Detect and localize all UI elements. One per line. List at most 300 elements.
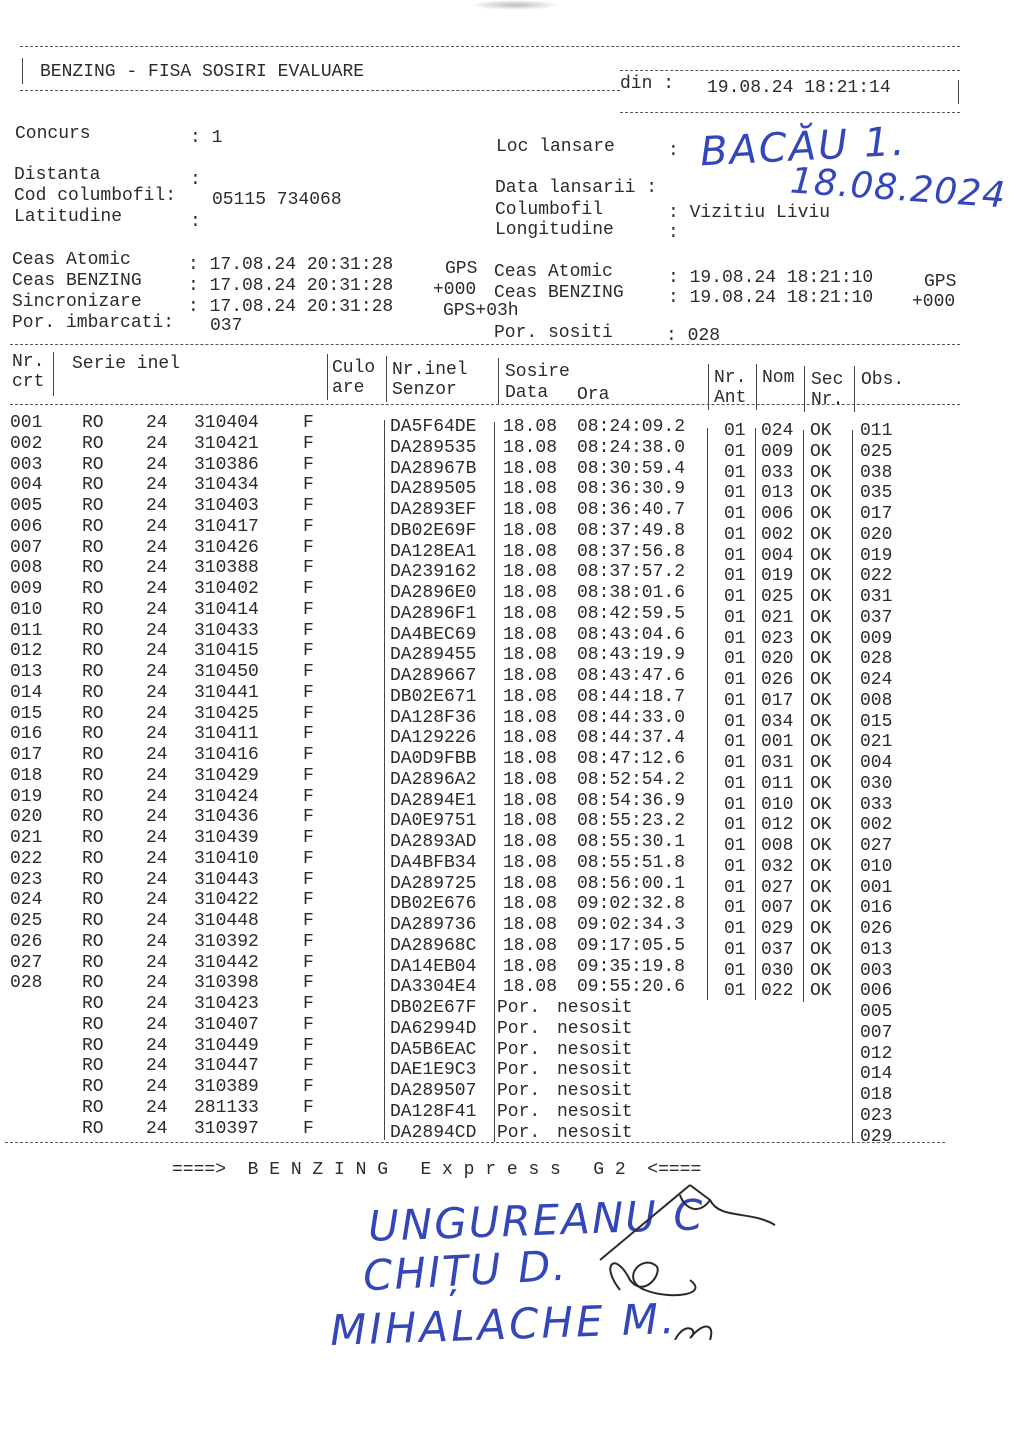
row-country: RO bbox=[82, 682, 104, 703]
row-sensor: DA2893EF bbox=[390, 500, 477, 520]
table-row bbox=[0, 579, 1024, 607]
sincronizare-tag: GPS+03h bbox=[443, 301, 519, 321]
row-sec: OK bbox=[810, 877, 832, 898]
row-sex: F bbox=[303, 1014, 314, 1035]
row-year: 24 bbox=[146, 869, 168, 890]
row-country: RO bbox=[82, 973, 104, 994]
row-ring-number: 310398 bbox=[194, 973, 259, 994]
row-date: 18.08 bbox=[503, 769, 558, 790]
row-date: 18.08 bbox=[503, 790, 558, 811]
row-sec: OK bbox=[810, 504, 832, 524]
row-nr: 004 bbox=[10, 475, 43, 496]
row-sex: F bbox=[303, 558, 314, 579]
row-ring-number: 310434 bbox=[194, 475, 259, 496]
ceas-benzing-right-tag: +000 bbox=[912, 292, 956, 312]
row-country: RO bbox=[82, 724, 104, 745]
row-date: 18.08 bbox=[503, 832, 558, 852]
row-sex: F bbox=[303, 703, 314, 724]
col-sec-nr: Nr. bbox=[811, 390, 844, 410]
body-sep-nom bbox=[755, 428, 756, 1000]
row-sex: F bbox=[303, 454, 314, 475]
row-nr: 025 bbox=[10, 911, 43, 931]
row-sec: OK bbox=[810, 607, 832, 628]
row-sec: OK bbox=[810, 939, 832, 960]
row-sensor: DB02E676 bbox=[390, 894, 477, 915]
row-ring-number: 310436 bbox=[194, 807, 259, 828]
row-sec: OK bbox=[810, 441, 832, 462]
row-nom: 027 bbox=[761, 877, 794, 898]
table-row bbox=[0, 765, 1024, 794]
row-time: 08:43:47.6 bbox=[577, 666, 686, 686]
row-nr: 023 bbox=[10, 869, 43, 890]
table-row bbox=[0, 558, 1024, 587]
row-obs: 009 bbox=[860, 628, 893, 649]
row-sensor: DA128F36 bbox=[390, 707, 477, 728]
row-country: RO bbox=[82, 579, 104, 599]
columbofil-value: : Vizitiu Liviu bbox=[668, 203, 831, 223]
row-sex: F bbox=[303, 807, 314, 828]
row-year: 24 bbox=[146, 433, 168, 454]
row-antenna: 01 bbox=[724, 856, 746, 877]
signature-name-2: CHIȚU D. bbox=[361, 1240, 569, 1301]
sincronizare-value: : 17.08.24 20:31:28 bbox=[188, 297, 394, 317]
row-sensor: DA289667 bbox=[390, 666, 477, 686]
row-year: 24 bbox=[146, 454, 168, 475]
row-time: 08:44:18.7 bbox=[577, 686, 686, 707]
row-obs: 020 bbox=[860, 524, 893, 545]
row-year: 24 bbox=[146, 1035, 168, 1056]
col-sep-3 bbox=[386, 356, 387, 402]
row-nr: 009 bbox=[10, 579, 43, 599]
row-nr: 022 bbox=[10, 848, 43, 869]
col-sep-1 bbox=[53, 352, 54, 396]
row-year: 24 bbox=[146, 662, 168, 682]
cod-value: 05115 734068 bbox=[212, 190, 342, 210]
row-date: 18.08 bbox=[503, 562, 558, 583]
col-ant: Ant bbox=[714, 388, 747, 408]
row-ring-number: 310423 bbox=[194, 994, 259, 1014]
row-time: 08:55:30.1 bbox=[577, 832, 686, 852]
row-sensor: DA5F64DE bbox=[390, 417, 477, 437]
row-nr: 001 bbox=[10, 413, 43, 433]
row-time: 09:02:32.8 bbox=[577, 894, 686, 915]
row-year: 24 bbox=[146, 994, 168, 1014]
col-culoare: are bbox=[332, 378, 365, 398]
row-ring-number: 310388 bbox=[194, 558, 259, 579]
row-obs: 024 bbox=[860, 670, 893, 690]
footer-rule bbox=[5, 1142, 945, 1143]
table-row bbox=[0, 1056, 1024, 1085]
row-nr: 007 bbox=[10, 537, 43, 558]
row-country: RO bbox=[82, 869, 104, 890]
row-time: 08:54:36.9 bbox=[577, 790, 686, 811]
row-sex: F bbox=[303, 662, 314, 682]
row-obs: 037 bbox=[860, 607, 893, 628]
row-country: RO bbox=[82, 745, 104, 765]
row-obs: 014 bbox=[860, 1064, 893, 1085]
col-nr-ant: Nr. bbox=[714, 368, 747, 388]
row-obs: 005 bbox=[860, 1002, 893, 1022]
row-year: 24 bbox=[146, 1097, 168, 1118]
row-sensor: DA2893AD bbox=[390, 832, 477, 852]
row-sex: F bbox=[303, 994, 314, 1014]
row-sensor: DA3304E4 bbox=[390, 977, 477, 998]
row-nom: 033 bbox=[761, 462, 794, 483]
row-time: 08:44:33.0 bbox=[577, 707, 686, 728]
table-row bbox=[0, 1035, 1024, 1064]
row-year: 24 bbox=[146, 786, 168, 807]
row-year: 24 bbox=[146, 973, 168, 994]
row-sex: F bbox=[303, 745, 314, 765]
col-sep-7 bbox=[804, 366, 805, 412]
row-obs: 035 bbox=[860, 483, 893, 504]
row-ring-number: 310416 bbox=[194, 745, 259, 765]
table-row bbox=[0, 931, 1024, 960]
loc-lansare-colon: : bbox=[668, 141, 679, 161]
row-year: 24 bbox=[146, 765, 168, 786]
sositi-label: Por. sositi bbox=[494, 323, 613, 343]
row-year: 24 bbox=[146, 1056, 168, 1077]
row-sec: OK bbox=[810, 815, 832, 836]
row-nom: 022 bbox=[761, 981, 794, 1002]
col-sep-2 bbox=[327, 354, 328, 400]
row-nom: 029 bbox=[761, 919, 794, 939]
row-sex: F bbox=[303, 413, 314, 433]
row-antenna: 01 bbox=[724, 483, 746, 504]
row-antenna: 01 bbox=[724, 462, 746, 483]
row-obs: 017 bbox=[860, 504, 893, 524]
row-obs: 038 bbox=[860, 462, 893, 483]
row-ring-number: 310448 bbox=[194, 911, 259, 931]
row-sex: F bbox=[303, 952, 314, 973]
row-nom: 034 bbox=[761, 711, 794, 732]
row-sec: OK bbox=[810, 773, 832, 794]
imbarcati-value: 037 bbox=[210, 316, 243, 336]
row-sensor: DA2894CD bbox=[390, 1122, 477, 1143]
row-antenna: 01 bbox=[724, 877, 746, 898]
row-year: 24 bbox=[146, 807, 168, 828]
row-obs: 006 bbox=[860, 981, 893, 1002]
row-nom: 017 bbox=[761, 690, 794, 711]
row-nom: 013 bbox=[761, 483, 794, 504]
row-sex: F bbox=[303, 1035, 314, 1056]
row-country: RO bbox=[82, 765, 104, 786]
row-date: 18.08 bbox=[503, 583, 558, 603]
table-row bbox=[0, 413, 1024, 441]
table-row bbox=[0, 620, 1024, 649]
row-obs: 022 bbox=[860, 566, 893, 587]
row-sensor: DAE1E9C3 bbox=[390, 1060, 477, 1081]
table-row bbox=[0, 890, 1024, 919]
row-antenna: 01 bbox=[724, 670, 746, 690]
row-time: 08:52:54.2 bbox=[577, 769, 686, 790]
row-nr: 006 bbox=[10, 516, 43, 537]
row-obs: 011 bbox=[860, 421, 893, 441]
row-obs: 027 bbox=[860, 836, 893, 856]
row-obs: 023 bbox=[860, 1105, 893, 1126]
row-sec: OK bbox=[810, 732, 832, 753]
row-sensor: DA289507 bbox=[390, 1081, 477, 1101]
row-antenna: 01 bbox=[724, 836, 746, 856]
table-row bbox=[0, 848, 1024, 877]
row-time: 08:24:38.0 bbox=[577, 437, 686, 458]
row-ring-number: 310429 bbox=[194, 765, 259, 786]
row-nom: 008 bbox=[761, 836, 794, 856]
row-time: nesosit bbox=[557, 1122, 633, 1143]
row-sensor: DB02E69F bbox=[390, 520, 477, 541]
row-date: 18.08 bbox=[503, 417, 558, 437]
row-date: 18.08 bbox=[503, 686, 558, 707]
row-ring-number: 310424 bbox=[194, 786, 259, 807]
row-sensor: DA2896A2 bbox=[390, 769, 477, 790]
table-header-bottom-rule bbox=[10, 404, 960, 405]
row-country: RO bbox=[82, 931, 104, 952]
row-date: 18.08 bbox=[503, 956, 558, 977]
row-sex: F bbox=[303, 973, 314, 994]
row-ring-number: 281133 bbox=[194, 1097, 259, 1118]
row-year: 24 bbox=[146, 931, 168, 952]
row-time: 08:43:19.9 bbox=[577, 645, 686, 666]
row-nom: 032 bbox=[761, 856, 794, 877]
row-obs: 026 bbox=[860, 919, 893, 939]
row-country: RO bbox=[82, 1035, 104, 1056]
row-time: 08:43:04.6 bbox=[577, 624, 686, 645]
row-sec: OK bbox=[810, 960, 832, 981]
footer-brand: ====> B E N Z I N G E x p r e s s G 2 <==== bbox=[172, 1160, 702, 1180]
imbarcati-label: Por. imbarcati: bbox=[12, 313, 175, 333]
row-date: Por. bbox=[497, 1081, 541, 1101]
row-date: Por. bbox=[497, 1060, 541, 1081]
row-nr: 020 bbox=[10, 807, 43, 828]
row-country: RO bbox=[82, 433, 104, 454]
row-sensor: DA239162 bbox=[390, 562, 477, 583]
longitudine-value: : bbox=[668, 223, 679, 243]
row-ring-number: 310442 bbox=[194, 952, 259, 973]
row-time: 09:17:05.5 bbox=[577, 935, 686, 956]
row-sex: F bbox=[303, 1118, 314, 1139]
col-nr-inel: Nr.inel bbox=[392, 360, 468, 380]
row-date: Por. bbox=[497, 1101, 541, 1122]
row-antenna: 01 bbox=[724, 898, 746, 919]
table-row bbox=[0, 807, 1024, 836]
col-serie-inel: Serie inel bbox=[72, 354, 181, 374]
table-row bbox=[0, 994, 1024, 1022]
row-sex: F bbox=[303, 579, 314, 599]
row-time: 08:38:01.6 bbox=[577, 583, 686, 603]
row-date: Por. bbox=[497, 1039, 541, 1060]
row-nr: 012 bbox=[10, 641, 43, 662]
row-nom: 010 bbox=[761, 794, 794, 815]
row-date: 18.08 bbox=[503, 479, 558, 500]
latitudine-label: Latitudine bbox=[14, 207, 123, 227]
row-nom: 020 bbox=[761, 649, 794, 670]
ceas-atomic-right-tag: GPS bbox=[924, 272, 957, 292]
header-left-bar bbox=[22, 58, 23, 84]
row-year: 24 bbox=[146, 620, 168, 641]
row-date: 18.08 bbox=[503, 915, 558, 935]
row-sec: OK bbox=[810, 690, 832, 711]
row-sensor: DA289736 bbox=[390, 915, 477, 935]
row-date: 18.08 bbox=[503, 894, 558, 915]
row-ring-number: 310414 bbox=[194, 599, 259, 620]
row-sec: OK bbox=[810, 462, 832, 483]
row-nr: 011 bbox=[10, 620, 43, 641]
row-year: 24 bbox=[146, 682, 168, 703]
row-country: RO bbox=[82, 1077, 104, 1097]
row-sec: OK bbox=[810, 545, 832, 566]
signature-scribbles bbox=[560, 1180, 800, 1340]
row-date: 18.08 bbox=[503, 500, 558, 520]
handwritten-launch-date: 18.08.2024 bbox=[788, 160, 1008, 217]
row-sensor: DA2896E0 bbox=[390, 583, 477, 603]
header-right-bar bbox=[958, 80, 959, 104]
table-row bbox=[0, 496, 1024, 524]
row-country: RO bbox=[82, 1118, 104, 1139]
row-date: 18.08 bbox=[503, 541, 558, 562]
row-nom: 024 bbox=[761, 421, 794, 441]
row-date: 18.08 bbox=[503, 935, 558, 956]
row-antenna: 01 bbox=[724, 649, 746, 670]
row-nr: 028 bbox=[10, 973, 43, 994]
body-sep-sosire bbox=[494, 422, 495, 1142]
row-sec: OK bbox=[810, 670, 832, 690]
row-nom: 026 bbox=[761, 670, 794, 690]
row-year: 24 bbox=[146, 475, 168, 496]
row-sensor: DA62994D bbox=[390, 1018, 477, 1039]
row-ring-number: 310421 bbox=[194, 433, 259, 454]
row-year: 24 bbox=[146, 641, 168, 662]
row-year: 24 bbox=[146, 1014, 168, 1035]
table-header-top-rule bbox=[10, 344, 960, 345]
row-year: 24 bbox=[146, 828, 168, 848]
row-date: 18.08 bbox=[503, 437, 558, 458]
row-country: RO bbox=[82, 516, 104, 537]
row-nom: 019 bbox=[761, 566, 794, 587]
row-date: 18.08 bbox=[503, 666, 558, 686]
row-ring-number: 310410 bbox=[194, 848, 259, 869]
table-row bbox=[0, 973, 1024, 1002]
columbofil-label: Columbofil bbox=[495, 200, 604, 220]
row-ring-number: 310392 bbox=[194, 931, 259, 952]
row-sensor: DA14EB04 bbox=[390, 956, 477, 977]
row-antenna: 01 bbox=[724, 773, 746, 794]
row-nr: 005 bbox=[10, 496, 43, 516]
row-date: 18.08 bbox=[503, 728, 558, 749]
row-antenna: 01 bbox=[724, 628, 746, 649]
table-row bbox=[0, 1014, 1024, 1043]
row-time: nesosit bbox=[557, 1060, 633, 1081]
row-year: 24 bbox=[146, 579, 168, 599]
row-sensor: DA129226 bbox=[390, 728, 477, 749]
row-country: RO bbox=[82, 454, 104, 475]
row-ring-number: 310397 bbox=[194, 1118, 259, 1139]
row-nr: 026 bbox=[10, 931, 43, 952]
row-date: Por. bbox=[497, 998, 541, 1018]
row-ring-number: 310449 bbox=[194, 1035, 259, 1056]
row-obs: 004 bbox=[860, 753, 893, 773]
row-obs: 007 bbox=[860, 1022, 893, 1043]
document-title: BENZING - FISA SOSIRI EVALUARE bbox=[40, 62, 365, 82]
row-country: RO bbox=[82, 662, 104, 682]
row-sex: F bbox=[303, 848, 314, 869]
print-timestamp: 19.08.24 18:21:14 bbox=[707, 78, 891, 98]
din-label: din : bbox=[620, 74, 675, 94]
row-year: 24 bbox=[146, 890, 168, 911]
row-ring-number: 310386 bbox=[194, 454, 259, 475]
table-row bbox=[0, 786, 1024, 815]
header-rule-top-right bbox=[620, 70, 960, 71]
row-time: 08:37:57.2 bbox=[577, 562, 686, 583]
signature-name-1: UNGUREANU C bbox=[367, 1190, 706, 1251]
row-nom: 037 bbox=[761, 939, 794, 960]
row-country: RO bbox=[82, 475, 104, 496]
row-sec: OK bbox=[810, 898, 832, 919]
signature-name-3: MIHALACHE M. bbox=[329, 1293, 679, 1356]
row-year: 24 bbox=[146, 599, 168, 620]
row-nr: 010 bbox=[10, 599, 43, 620]
col-sep-4 bbox=[498, 358, 499, 404]
row-nr: 019 bbox=[10, 786, 43, 807]
latitudine-value: : bbox=[190, 212, 201, 232]
row-time: 08:30:59.4 bbox=[577, 458, 686, 479]
row-obs: 029 bbox=[860, 1126, 893, 1147]
row-nr: 013 bbox=[10, 662, 43, 682]
row-obs: 021 bbox=[860, 732, 893, 753]
row-sensor: DA4BEC69 bbox=[390, 624, 477, 645]
row-nr: 027 bbox=[10, 952, 43, 973]
table-row bbox=[0, 1097, 1024, 1126]
row-time: 08:37:49.8 bbox=[577, 520, 686, 541]
row-antenna: 01 bbox=[724, 794, 746, 815]
sositi-value: : 028 bbox=[666, 326, 721, 346]
table-row bbox=[0, 952, 1024, 981]
row-antenna: 01 bbox=[724, 711, 746, 732]
col-culo: Culo bbox=[332, 358, 376, 378]
row-nom: 001 bbox=[761, 732, 794, 753]
row-ring-number: 310411 bbox=[194, 724, 259, 745]
row-obs: 030 bbox=[860, 773, 893, 794]
row-sensor: DA289505 bbox=[390, 479, 477, 500]
row-time: 09:55:20.6 bbox=[577, 977, 686, 998]
row-time: 08:24:09.2 bbox=[577, 417, 686, 437]
row-antenna: 01 bbox=[724, 421, 746, 441]
row-year: 24 bbox=[146, 496, 168, 516]
row-sensor: DA28968C bbox=[390, 935, 477, 956]
row-sex: F bbox=[303, 911, 314, 931]
row-sex: F bbox=[303, 516, 314, 537]
table-row bbox=[0, 599, 1024, 628]
row-country: RO bbox=[82, 890, 104, 911]
row-sex: F bbox=[303, 1097, 314, 1118]
table-row bbox=[0, 433, 1024, 462]
row-time: 08:37:56.8 bbox=[577, 541, 686, 562]
row-date: 18.08 bbox=[503, 520, 558, 541]
row-country: RO bbox=[82, 911, 104, 931]
row-antenna: 01 bbox=[724, 587, 746, 607]
row-time: 08:36:30.9 bbox=[577, 479, 686, 500]
table-row bbox=[0, 662, 1024, 690]
row-year: 24 bbox=[146, 413, 168, 433]
row-sec: OK bbox=[810, 981, 832, 1002]
row-sex: F bbox=[303, 641, 314, 662]
row-antenna: 01 bbox=[724, 524, 746, 545]
row-date: 18.08 bbox=[503, 707, 558, 728]
row-obs: 033 bbox=[860, 794, 893, 815]
row-nom: 030 bbox=[761, 960, 794, 981]
row-ring-number: 310433 bbox=[194, 620, 259, 641]
row-time: 08:55:51.8 bbox=[577, 852, 686, 873]
row-date: 18.08 bbox=[503, 873, 558, 894]
